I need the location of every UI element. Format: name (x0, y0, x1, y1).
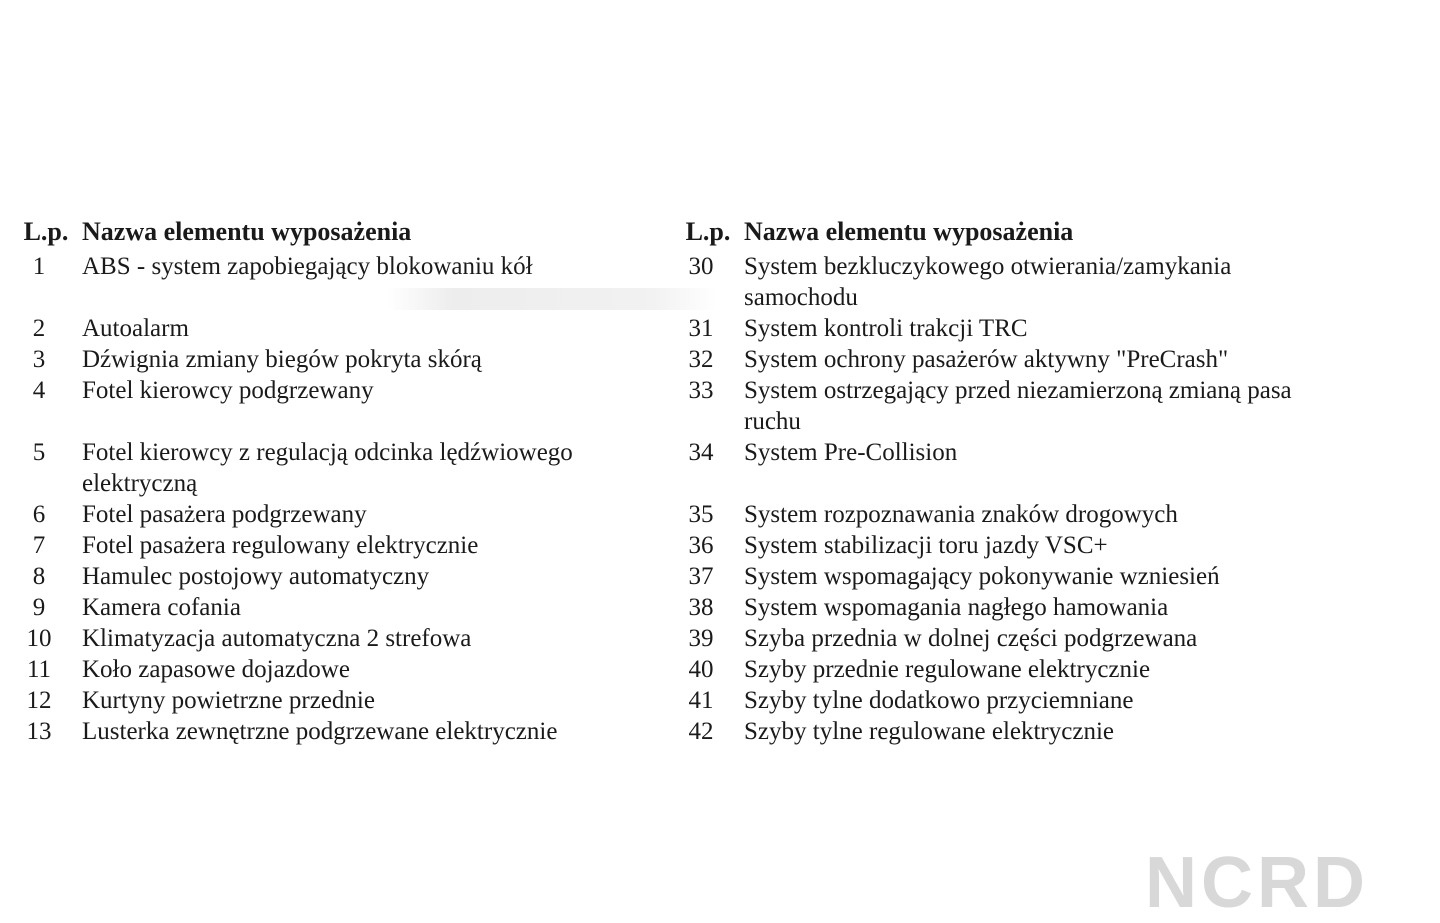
item-name: System bezkluczykowego otwierania/zamykania samochodu (744, 253, 1232, 311)
list-item (672, 623, 1312, 654)
item-name: Szyby przednie regulowane elektrycznie (744, 656, 1151, 683)
item-name: System Pre-Collision (744, 439, 958, 466)
item-number: 2 (32, 315, 46, 342)
item-name: Dźwignia zmiany biegów pokryta skórą (82, 346, 482, 373)
item-number: 6 (32, 501, 46, 528)
list-item (672, 437, 1312, 468)
item-name: Szyby tylne dodatkowo przyciemniane (744, 687, 1134, 714)
item-number: 9 (32, 594, 46, 621)
item-name: System wspomagający pokonywanie wzniesień (744, 563, 1220, 590)
list-item (10, 375, 650, 406)
equipment-list-right (672, 213, 1312, 747)
item-number: 38 (688, 594, 714, 621)
list-item (10, 344, 650, 375)
item-name: Koło zapasowe dojazdowe (82, 656, 350, 683)
item-number: 7 (32, 532, 46, 559)
item-number: 37 (688, 563, 714, 590)
list-item (672, 530, 1312, 561)
item-number: 11 (26, 656, 52, 683)
item-number: 34 (688, 439, 714, 466)
list-item (672, 251, 1312, 313)
list-item (672, 344, 1312, 375)
item-number: 13 (26, 718, 52, 745)
item-name: Szyby tylne regulowane elektrycznie (744, 718, 1114, 745)
list-item (10, 530, 650, 561)
item-number: 33 (688, 377, 714, 404)
item-number: 41 (688, 687, 714, 714)
item-number: 42 (688, 718, 714, 745)
item-number: 30 (688, 253, 714, 280)
list-item (10, 561, 650, 592)
list-item (10, 437, 650, 499)
item-name: System stabilizacji toru jazdy VSC+ (744, 532, 1108, 559)
header-name: Nazwa elementu wyposażenia (744, 217, 1074, 246)
item-name: Klimatyzacja automatyczna 2 strefowa (82, 625, 472, 652)
item-name: Autoalarm (82, 315, 189, 342)
list-item (10, 499, 650, 530)
item-number: 39 (688, 625, 714, 652)
item-name: Fotel kierowcy podgrzewany (82, 377, 374, 404)
header-name: Nazwa elementu wyposażenia (82, 217, 412, 246)
item-number: 32 (688, 346, 714, 373)
item-name: Kamera cofania (82, 594, 241, 621)
equipment-list-left (10, 213, 650, 747)
list-item (10, 654, 650, 685)
item-name: ABS - system zapobiegający blokowaniu kół (82, 253, 533, 280)
item-name: Fotel pasażera regulowany elektrycznie (82, 532, 479, 559)
list-item (672, 313, 1312, 344)
item-number: 36 (688, 532, 714, 559)
item-number: 4 (32, 377, 46, 404)
item-name: Hamulec postojowy automatyczny (82, 563, 430, 590)
watermark-logo: NCRD (1145, 843, 1369, 923)
item-name: System ochrony pasażerów aktywny "PreCrash" (744, 346, 1229, 373)
item-name: Lusterka zewnętrzne podgrzewane elektrycznie (82, 718, 558, 745)
item-name: Fotel kierowcy z regulacją odcinka lędźwiowego elektryczną (82, 439, 573, 497)
item-number: 5 (32, 439, 46, 466)
item-name: Fotel pasażera podgrzewany (82, 501, 367, 528)
list-item (672, 654, 1312, 685)
item-name: System ostrzegający przed niezamierzoną zmianą pasa ruchu (744, 377, 1292, 435)
item-number: 12 (26, 687, 52, 714)
item-number: 3 (32, 346, 46, 373)
item-name: Szyba przednia w dolnej części podgrzewana (744, 625, 1198, 652)
item-name: System rozpoznawania znaków drogowych (744, 501, 1178, 528)
list-item (672, 685, 1312, 716)
list-item (672, 716, 1312, 747)
item-number: 8 (32, 563, 46, 590)
list-item (672, 561, 1312, 592)
item-number: 31 (688, 315, 714, 342)
list-item (10, 623, 650, 654)
list-item (672, 499, 1312, 530)
list-item (10, 685, 650, 716)
list-item (10, 716, 650, 747)
list-item (10, 251, 650, 282)
table-header (672, 213, 1312, 251)
header-lp: L.p. (685, 217, 731, 246)
list-item (10, 313, 650, 344)
item-number: 10 (26, 625, 52, 652)
item-name: Kurtyny powietrzne przednie (82, 687, 375, 714)
item-name: System wspomagania nagłego hamowania (744, 594, 1169, 621)
header-lp: L.p. (23, 217, 69, 246)
table-header (10, 213, 650, 251)
list-item (672, 375, 1312, 437)
item-number: 40 (688, 656, 714, 683)
item-name: System kontroli trakcji TRC (744, 315, 1028, 342)
list-item (10, 592, 650, 623)
list-item (672, 592, 1312, 623)
item-number: 35 (688, 501, 714, 528)
item-number: 1 (32, 253, 46, 280)
